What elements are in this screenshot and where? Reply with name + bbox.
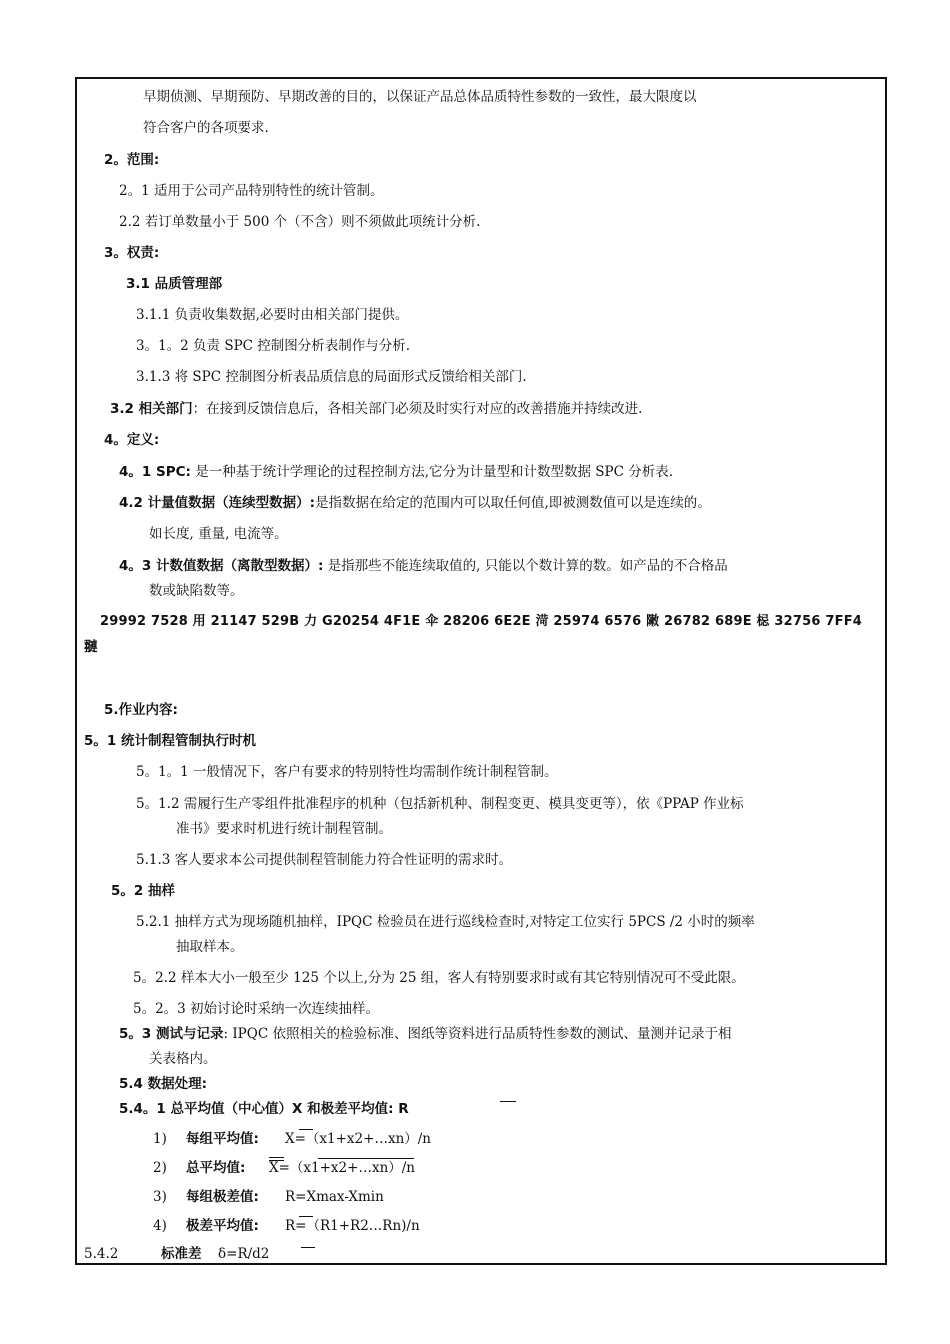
section-3-1-2: 3。1。2 负责 SPC 控制图分析表制作与分析.: [136, 338, 411, 354]
definition-spc: [119, 463, 673, 481]
formula-1-num: 1): [153, 1131, 167, 1147]
section-3-2-label: 3.2 相关部门: [110, 401, 193, 417]
definition-spc-text: 是一种基于统计学理论的过程控制方法,它分为计量型和计数型数据 SPC 分析表.: [195, 464, 674, 480]
section-5-2-1b: 抽取样本。: [176, 939, 244, 955]
section-3-1-1: 3.1.1 负责收集数据,必要时由相关部门提供。: [136, 307, 409, 323]
formula-2-bar-a: [269, 1157, 284, 1158]
section-3-1-3: 3.1.3 将 SPC 控制图分析表品质信息的局面形式反馈给相关部门.: [136, 369, 527, 385]
formula-4-bar: [299, 1216, 313, 1217]
section-5-4-2-formula: δ=R/d2: [218, 1246, 270, 1262]
section-5-2-title: 5。2 抽样: [111, 883, 175, 899]
section-3-1-title: 3.1 品质管理部: [126, 276, 223, 292]
formula-4-num: 4): [153, 1218, 167, 1234]
definition-variable-cont: 如长度, 重量, 电流等。: [149, 526, 288, 542]
section-4-title: 4。定义:: [104, 432, 160, 448]
definition-attribute-data: [119, 557, 728, 575]
definition-variable-data: [119, 494, 711, 512]
r-bar-mark: [500, 1101, 516, 1102]
section-5-1-2b: 准书》要求时机进行统计制程管制。: [176, 821, 392, 837]
definition-attribute-label: 4。3 计数值数据（离散型数据）:: [119, 558, 324, 574]
definition-spc-label: 4。1 SPC:: [119, 464, 191, 480]
formula-2-expr: X=（x1+x2+…xn）/n: [269, 1160, 416, 1176]
section-5-4-2-num: 5.4.2: [84, 1246, 119, 1262]
formula-1-label: 每组平均值:: [186, 1131, 259, 1147]
formula-1-expr: X=（x1+x2+…xn）/n: [285, 1131, 432, 1147]
section-2-title: 2。范围:: [104, 152, 160, 168]
section-2-2: 2.2 若订单数量小于 500 个（不含）则不须做此项统计分析.: [119, 214, 481, 230]
section-5-title: 5.作业内容:: [104, 702, 178, 718]
section-5-1-2a: 5。1.2 需履行生产零组件批准程序的机种（包括新机种、制程变更、模具变更等），依《PPAP 作业标: [136, 796, 744, 812]
definition-attribute-cont: 数或缺陷数等。: [149, 583, 244, 599]
section-5-4-2-label: 标准差: [161, 1246, 202, 1262]
section-5-3-cont: 关表格内。: [149, 1051, 217, 1067]
section-5-1-title: 5。1 统计制程管制执行时机: [84, 733, 256, 749]
formula-3-num: 3): [153, 1189, 167, 1205]
intro-line-2: 符合客户的各项要求.: [143, 120, 269, 136]
intro-line-1: 早期侦测、早期预防、早期改善的目的，以保证产品总体品质特性参数的一致性，最大限度以: [143, 89, 697, 105]
section-5-1-3: 5.1.3 客人要求本公司提供制程管制能力符合性证明的需求时。: [136, 852, 513, 868]
formula-3-label: 每组极差值:: [186, 1189, 259, 1205]
section-5-3: [119, 1025, 731, 1043]
section-3-2: [110, 400, 642, 418]
section-5-2-1a: 5.2.1 抽样方式为现场随机抽样，IPQC 检验员在进行巡线检查时,对特定工位实行 5PCS /2 小时的频率: [136, 914, 755, 930]
section-2-1: 2。1 适用于公司产品特别特性的统计管制。: [119, 183, 384, 199]
formula-4-label: 极差平均值:: [186, 1218, 259, 1234]
definition-variable-label: 4.2 计量值数据（连续型数据）:: [119, 495, 316, 511]
section-5-4-title: 5.4 数据处理:: [119, 1076, 208, 1092]
garbled-line-1: 29992 7528 用 21147 529B 力 G20254 4F1E 伞 28206 6E2E 渮 25974 6576 敶 26782 689E 梞 32756 7FF4: [100, 614, 863, 629]
section-5-1-1: 5。1。1 一般情况下，客户有要求的特别特性均需制作统计制程管制。: [136, 764, 558, 780]
section-5-3-text: : IPQC 依照相关的检验标准、图纸等资料进行品质特性参数的测试、量测并记录于相: [223, 1026, 732, 1042]
formula-2-label: 总平均值:: [186, 1160, 246, 1176]
sigma-bar-mark: [301, 1247, 315, 1248]
section-3-title: 3。权责:: [104, 245, 160, 261]
definition-variable-text: 是指数据在给定的范围内可以取任何值,即被测数值可以是连续的。: [315, 495, 711, 511]
section-5-2-2: 5。2.2 样本大小一般至少 125 个以上,分为 25 组，客人有特别要求时或有其它特别情况可不受此限。: [133, 970, 745, 986]
formula-1-bar: [299, 1129, 313, 1130]
garbled-line-2: 翴: [84, 639, 98, 655]
section-5-4-1-title: 5.4。1 总平均值（中心值）X 和极差平均值: R: [119, 1101, 409, 1117]
formula-3-expr: R=Xmax-Xmin: [285, 1189, 384, 1205]
formula-2-bar-b: [269, 1160, 284, 1161]
formula-4-expr: R=（R1+R2…Rn)/n: [285, 1218, 420, 1234]
section-5-3-label: 5。3 测试与记录: [119, 1026, 224, 1042]
definition-attribute-text: 是指那些不能连续取值的, 只能以个数计算的数。如产品的不合格品: [327, 558, 728, 574]
section-5-2-3: 5。2。3 初始讨论时采纳一次连续抽样。: [133, 1001, 380, 1017]
formula-2-num: 2): [153, 1160, 167, 1176]
formula-2-bar-c: [318, 1158, 414, 1159]
section-3-2-text: ：在接到反馈信息后，各相关部门必须及时实行对应的改善措施并持续改进.: [192, 401, 643, 417]
